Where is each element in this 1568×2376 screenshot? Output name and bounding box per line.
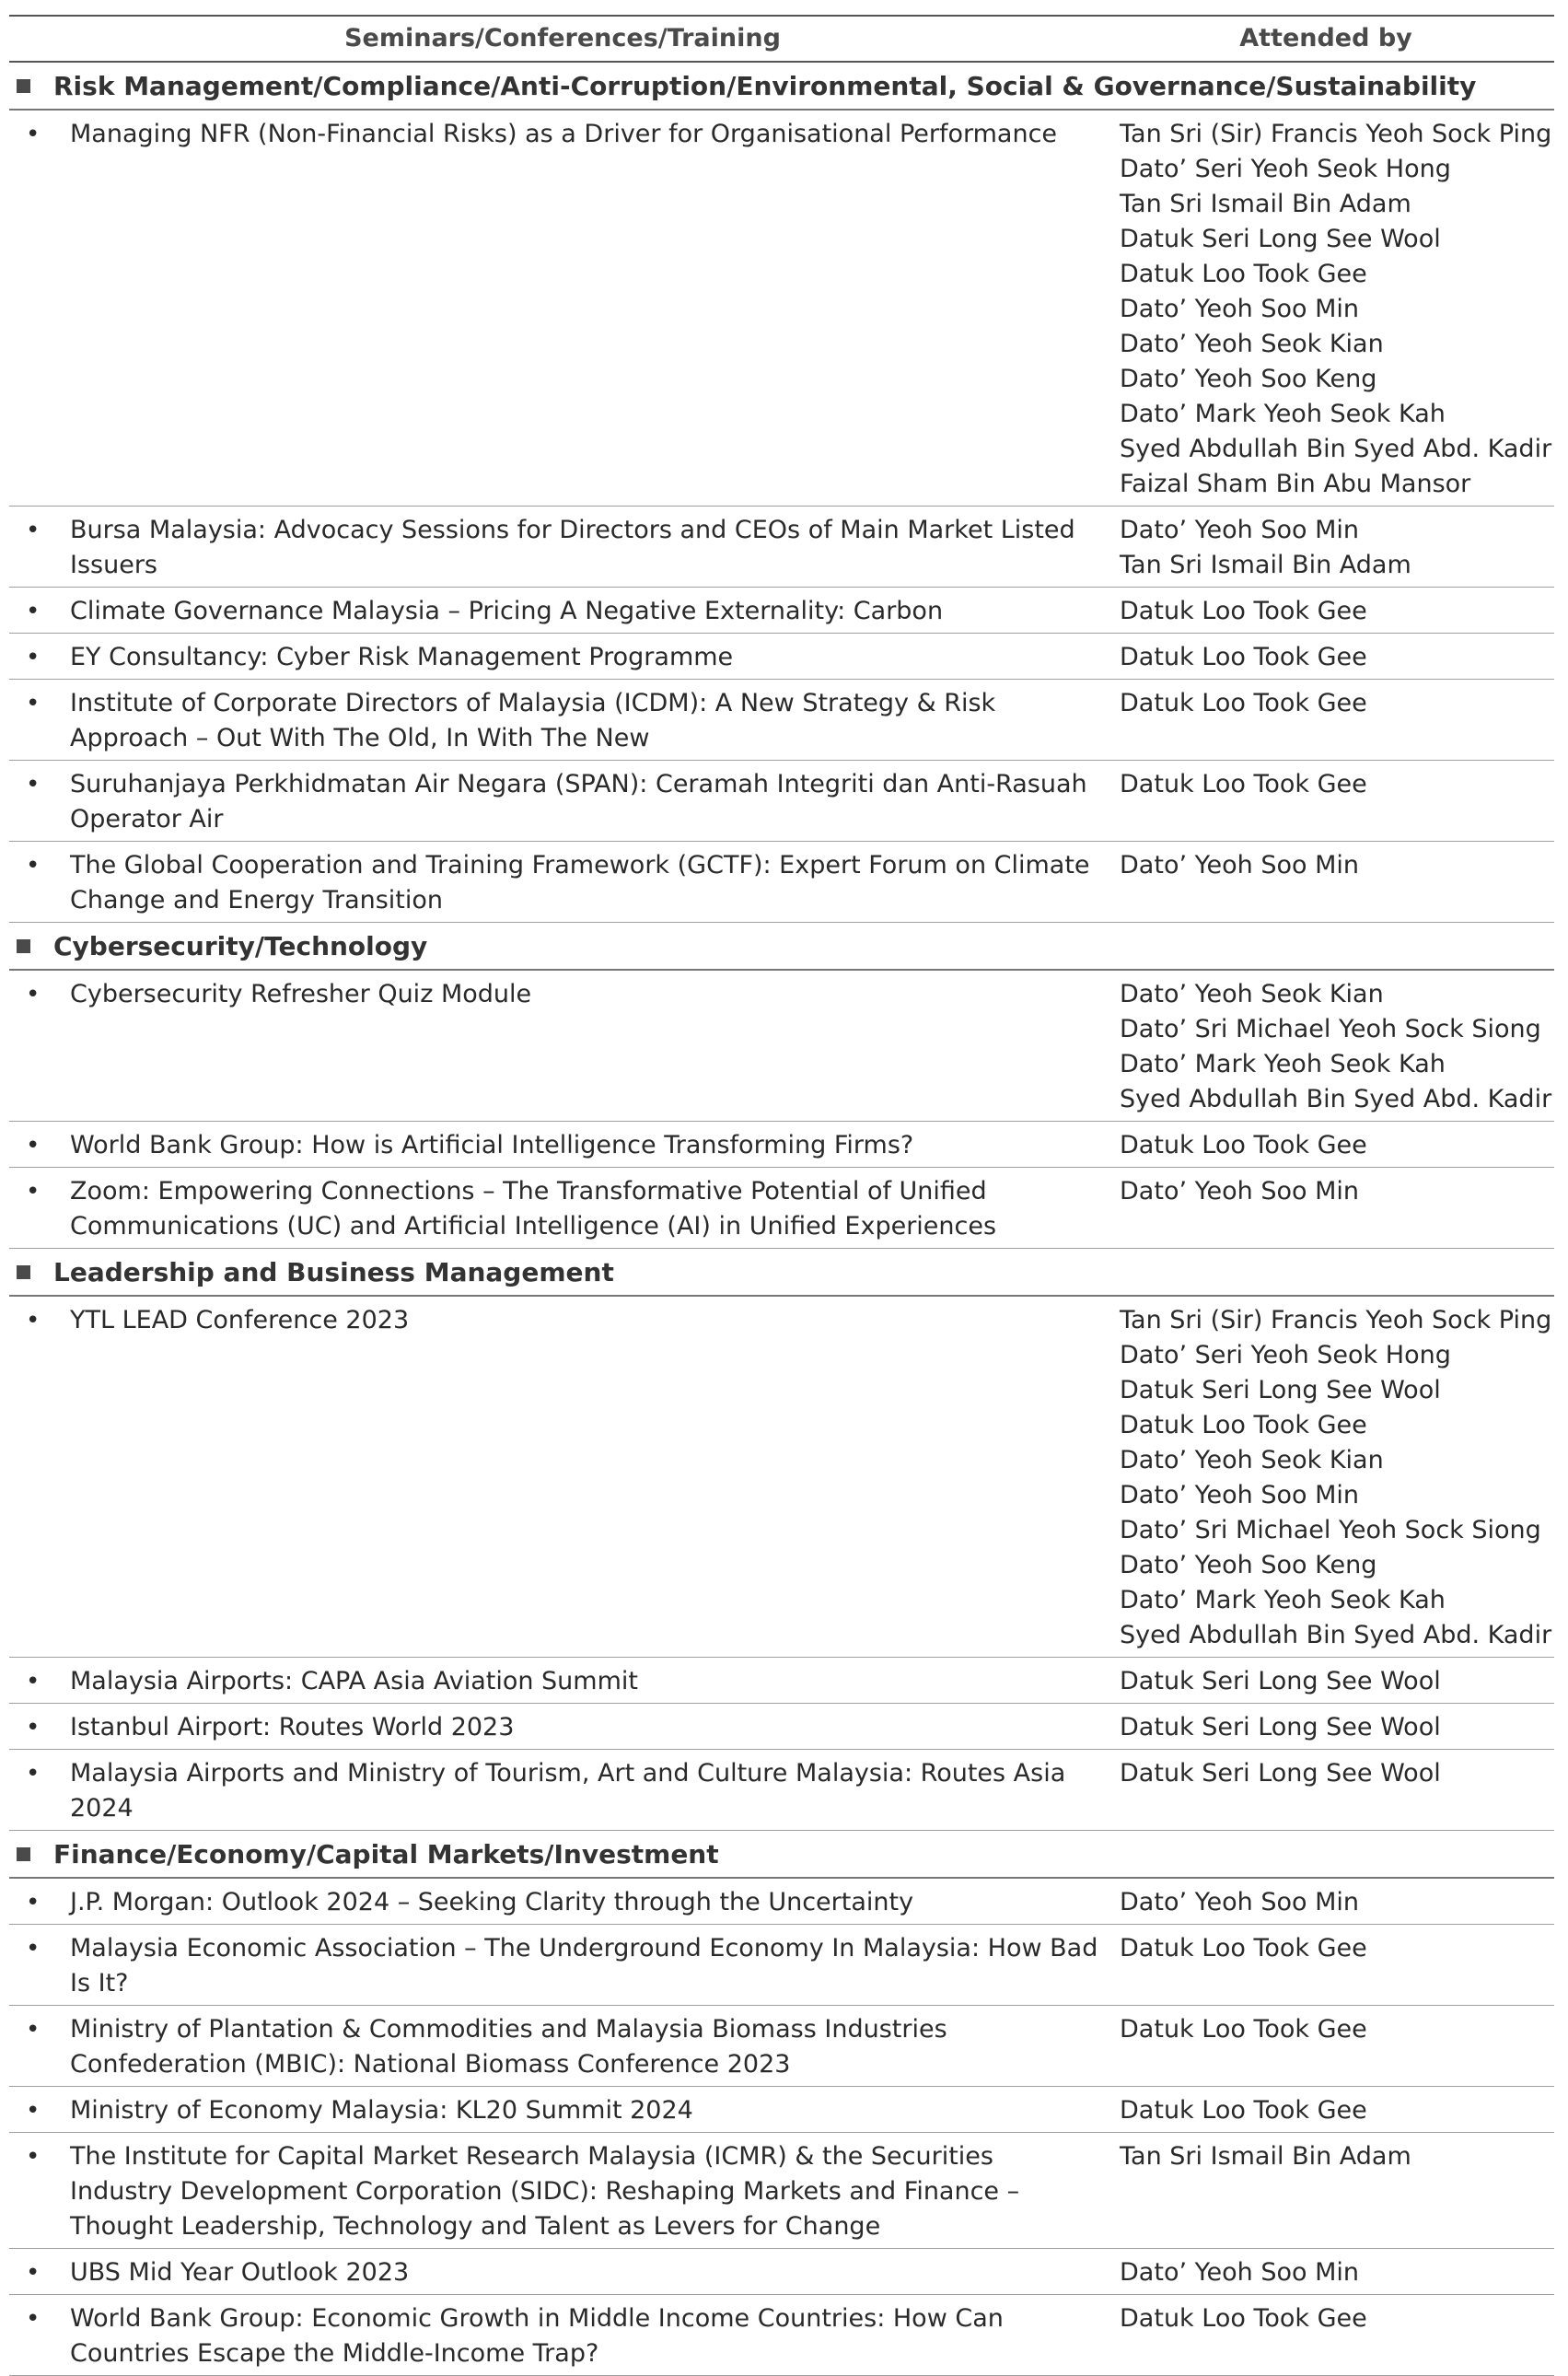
table-row — [9, 1878, 1554, 1925]
column-header-attended-by: Attended by — [1116, 16, 1554, 62]
bullet-cell — [9, 507, 48, 588]
attendee-name: Dato’ Yeoh Soo Min — [1120, 1177, 1360, 1205]
bullet-icon: • — [26, 1935, 41, 1963]
table-row — [9, 970, 1554, 1122]
bullet-cell — [9, 1878, 48, 1925]
bullet-cell — [9, 842, 48, 923]
attendees-cell — [1116, 110, 1554, 507]
bullet-icon: • — [26, 1760, 41, 1788]
category-cell — [9, 923, 1554, 971]
table-row — [9, 2133, 1554, 2249]
table-row — [9, 842, 1554, 923]
bullet-cell — [9, 2087, 48, 2133]
bullet-icon: • — [26, 690, 41, 717]
category-cell — [9, 62, 1554, 110]
attendees-cell — [1116, 2249, 1554, 2295]
seminar-title: The Global Cooperation and Training Framework (GCTF): Expert Forum on Climate Change and Energy Transition — [48, 842, 1116, 923]
table-row — [9, 2006, 1554, 2087]
square-bullet-icon — [17, 1847, 30, 1861]
category-label: Cybersecurity/Technology — [53, 931, 428, 961]
attendees-cell — [1116, 761, 1554, 842]
bullet-cell — [9, 1658, 48, 1704]
bullet-icon: • — [26, 1668, 41, 1695]
attendees-cell — [1116, 1168, 1554, 1249]
seminar-title: Cybersecurity Refresher Quiz Module — [48, 970, 1116, 1122]
bullet-cell — [9, 1168, 48, 1249]
bullet-icon: • — [26, 981, 41, 1008]
attendee-name: Dato’ Mark Yeoh Seok Kah — [1120, 1050, 1446, 1078]
bullet-icon: • — [26, 2259, 41, 2287]
attendees-cell — [1116, 1925, 1554, 2006]
attendee-name: Dato’ Yeoh Seok Kian — [1120, 330, 1384, 358]
table-row — [9, 1168, 1554, 1249]
attendee-name: Dato’ Yeoh Soo Min — [1120, 2258, 1360, 2287]
attendees-cell — [1116, 1878, 1554, 1925]
attendees-cell — [1116, 634, 1554, 680]
attendee-name: Tan Sri Ismail Bin Adam — [1120, 190, 1411, 218]
bullet-icon: • — [26, 2097, 41, 2125]
attendee-name: Dato’ Mark Yeoh Seok Kah — [1120, 400, 1446, 428]
attendee-name: Datuk Loo Took Gee — [1120, 643, 1367, 671]
table-row — [9, 588, 1554, 634]
square-bullet-icon — [17, 939, 30, 953]
category-label: Finance/Economy/Capital Markets/Investment — [53, 1839, 719, 1869]
bullet-cell — [9, 110, 48, 507]
table-row — [9, 634, 1554, 680]
category-row — [9, 62, 1554, 110]
bullet-icon: • — [26, 121, 41, 148]
bullet-cell — [9, 2249, 48, 2295]
attendee-name: Datuk Loo Took Gee — [1120, 597, 1367, 625]
bullet-icon: • — [26, 644, 41, 671]
attendee-name: Tan Sri (Sir) Francis Yeoh Sock Ping — [1120, 120, 1552, 148]
category-label: Risk Management/Compliance/Anti-Corruption/Environmental, Social & Governance/Sustainability — [53, 71, 1477, 101]
attendee-name: Dato’ Yeoh Soo Min — [1120, 295, 1360, 323]
seminar-title: EY Consultancy: Cyber Risk Management Programme — [48, 634, 1116, 680]
attendee-name: Dato’ Yeoh Soo Min — [1120, 516, 1360, 544]
table-header-row — [9, 16, 1554, 62]
column-header-seminars: Seminars/Conferences/Training — [9, 16, 1116, 62]
bullet-icon: • — [26, 1889, 41, 1916]
seminar-title: Malaysia Airports and Ministry of Tourism, Art and Culture Malaysia: Routes Asia 2024 — [48, 1750, 1116, 1831]
attendee-name: Tan Sri (Sir) Francis Yeoh Sock Ping — [1120, 1306, 1552, 1334]
attendees-cell — [1116, 1704, 1554, 1750]
seminar-title: World Bank Group: Economic Growth in Middle Income Countries: How Can Countries Escape the Middle-Income Trap? — [48, 2295, 1116, 2376]
attendee-name: Tan Sri Ismail Bin Adam — [1120, 551, 1411, 579]
attendee-name: Datuk Seri Long See Wool — [1120, 225, 1441, 253]
table-row — [9, 680, 1554, 761]
table-row — [9, 2087, 1554, 2133]
bullet-cell — [9, 634, 48, 680]
bullet-cell — [9, 1296, 48, 1658]
seminar-title: Malaysia Economic Association – The Underground Economy In Malaysia: How Bad Is It? — [48, 1925, 1116, 2006]
attendee-name: Dato’ Seri Yeoh Seok Hong — [1120, 1341, 1451, 1369]
attendees-cell — [1116, 842, 1554, 923]
attendees-cell — [1116, 680, 1554, 761]
bullet-cell — [9, 680, 48, 761]
table-row — [9, 1296, 1554, 1658]
training-table — [9, 15, 1554, 2376]
attendees-cell — [1116, 1750, 1554, 1831]
attendee-name: Datuk Loo Took Gee — [1120, 2096, 1367, 2125]
bullet-icon: • — [26, 2016, 41, 2044]
bullet-icon: • — [26, 852, 41, 879]
bullet-cell — [9, 2006, 48, 2087]
attendees-cell — [1116, 1658, 1554, 1704]
table-row — [9, 1704, 1554, 1750]
attendee-name: Datuk Seri Long See Wool — [1120, 1759, 1441, 1788]
category-label: Leadership and Business Management — [53, 1257, 614, 1287]
bullet-icon: • — [26, 1178, 41, 1205]
category-row — [9, 1831, 1554, 1879]
attendee-name: Dato’ Sri Michael Yeoh Sock Siong — [1120, 1516, 1541, 1544]
bullet-cell — [9, 1925, 48, 2006]
table-row — [9, 761, 1554, 842]
bullet-icon: • — [26, 598, 41, 625]
table-row — [9, 1122, 1554, 1168]
attendee-name: Datuk Loo Took Gee — [1120, 2304, 1367, 2333]
table-row — [9, 2295, 1554, 2376]
seminar-title: J.P. Morgan: Outlook 2024 – Seeking Clarity through the Uncertainty — [48, 1878, 1116, 1925]
attendee-name: Syed Abdullah Bin Syed Abd. Kadir — [1120, 1085, 1552, 1113]
bullet-cell — [9, 2133, 48, 2249]
square-bullet-icon — [17, 79, 30, 93]
seminar-title: World Bank Group: How is Artificial Intelligence Transforming Firms? — [48, 1122, 1116, 1168]
bullet-icon: • — [26, 771, 41, 798]
attendee-name: Syed Abdullah Bin Syed Abd. Kadir — [1120, 1621, 1552, 1649]
bullet-icon: • — [26, 2305, 41, 2333]
table-row — [9, 1925, 1554, 2006]
attendee-name: Dato’ Yeoh Soo Min — [1120, 851, 1360, 879]
category-row — [9, 1249, 1554, 1297]
seminar-title: Istanbul Airport: Routes World 2023 — [48, 1704, 1116, 1750]
seminar-title: Institute of Corporate Directors of Malaysia (ICDM): A New Strategy & Risk Approach – Out With The Old, In With The New — [48, 680, 1116, 761]
attendee-name: Datuk Seri Long See Wool — [1120, 1713, 1441, 1741]
bullet-cell — [9, 1704, 48, 1750]
bullet-cell — [9, 2295, 48, 2376]
bullet-icon: • — [26, 1132, 41, 1159]
seminar-title: Climate Governance Malaysia – Pricing A Negative Externality: Carbon — [48, 588, 1116, 634]
table-row — [9, 507, 1554, 588]
attendees-cell — [1116, 1122, 1554, 1168]
bullet-cell — [9, 970, 48, 1122]
attendee-name: Datuk Loo Took Gee — [1120, 689, 1367, 717]
seminar-title: Ministry of Economy Malaysia: KL20 Summit 2024 — [48, 2087, 1116, 2133]
seminar-title: YTL LEAD Conference 2023 — [48, 1296, 1116, 1658]
bullet-cell — [9, 1750, 48, 1831]
bullet-cell — [9, 1122, 48, 1168]
bullet-cell — [9, 761, 48, 842]
table-row — [9, 110, 1554, 507]
attendee-name: Syed Abdullah Bin Syed Abd. Kadir — [1120, 435, 1552, 463]
seminar-title: Ministry of Plantation & Commodities and Malaysia Biomass Industries Confederation (MBIC): National Biomass Conference 2023 — [48, 2006, 1116, 2087]
attendees-cell — [1116, 2087, 1554, 2133]
attendees-cell — [1116, 970, 1554, 1122]
attendees-cell — [1116, 2133, 1554, 2249]
attendee-name: Datuk Loo Took Gee — [1120, 1934, 1367, 1963]
attendee-name: Datuk Loo Took Gee — [1120, 770, 1367, 798]
attendee-name: Datuk Loo Took Gee — [1120, 1411, 1367, 1439]
bullet-cell — [9, 588, 48, 634]
seminar-title: The Institute for Capital Market Research Malaysia (ICMR) & the Securities Industry Development Corporation (SIDC): Reshaping Markets and Finance – Thought Leadership, Technology and Talent as Levers for Change — [48, 2133, 1116, 2249]
bullet-icon: • — [26, 2143, 41, 2171]
category-cell — [9, 1831, 1554, 1879]
seminar-title: Zoom: Empowering Connections – The Transformative Potential of Unified Communications (UC) and Artificial Intelligence (AI) in Unified Experiences — [48, 1168, 1116, 1249]
attendee-name: Faizal Sham Bin Abu Mansor — [1120, 470, 1471, 498]
table-row — [9, 1750, 1554, 1831]
attendee-name: Datuk Loo Took Gee — [1120, 1131, 1367, 1159]
bullet-icon: • — [26, 1307, 41, 1334]
table-row — [9, 1658, 1554, 1704]
attendees-cell — [1116, 1296, 1554, 1658]
seminar-title: Malaysia Airports: CAPA Asia Aviation Summit — [48, 1658, 1116, 1704]
table-body — [9, 62, 1554, 2376]
seminar-title: Managing NFR (Non-Financial Risks) as a Driver for Organisational Performance — [48, 110, 1116, 507]
attendee-name: Datuk Loo Took Gee — [1120, 260, 1367, 288]
attendee-name: Dato’ Yeoh Soo Keng — [1120, 1551, 1377, 1579]
table-row — [9, 2249, 1554, 2295]
seminar-title: UBS Mid Year Outlook 2023 — [48, 2249, 1116, 2295]
attendees-cell — [1116, 588, 1554, 634]
attendee-name: Tan Sri Ismail Bin Adam — [1120, 2142, 1411, 2171]
attendee-name: Dato’ Yeoh Seok Kian — [1120, 1446, 1384, 1474]
attendee-name: Dato’ Yeoh Soo Keng — [1120, 365, 1377, 393]
attendee-name: Dato’ Seri Yeoh Seok Hong — [1120, 155, 1451, 183]
bullet-icon: • — [26, 517, 41, 544]
attendees-cell — [1116, 2006, 1554, 2087]
attendee-name: Dato’ Sri Michael Yeoh Sock Siong — [1120, 1015, 1541, 1043]
attendee-name: Datuk Loo Took Gee — [1120, 2015, 1367, 2044]
attendee-name: Dato’ Yeoh Soo Min — [1120, 1481, 1360, 1509]
attendee-name: Dato’ Mark Yeoh Seok Kah — [1120, 1586, 1446, 1614]
seminar-title: Suruhanjaya Perkhidmatan Air Negara (SPAN): Ceramah Integriti dan Anti-Rasuah Operator Air — [48, 761, 1116, 842]
square-bullet-icon — [17, 1265, 30, 1279]
seminar-title: Bursa Malaysia: Advocacy Sessions for Directors and CEOs of Main Market Listed Issuers — [48, 507, 1116, 588]
category-cell — [9, 1249, 1554, 1297]
attendee-name: Dato’ Yeoh Soo Min — [1120, 1888, 1360, 1916]
attendee-name: Datuk Seri Long See Wool — [1120, 1376, 1441, 1404]
attendee-name: Datuk Seri Long See Wool — [1120, 1667, 1441, 1695]
category-row — [9, 923, 1554, 971]
attendees-cell — [1116, 507, 1554, 588]
attendees-cell — [1116, 2295, 1554, 2376]
bullet-icon: • — [26, 1714, 41, 1741]
attendee-name: Dato’ Yeoh Seok Kian — [1120, 980, 1384, 1008]
